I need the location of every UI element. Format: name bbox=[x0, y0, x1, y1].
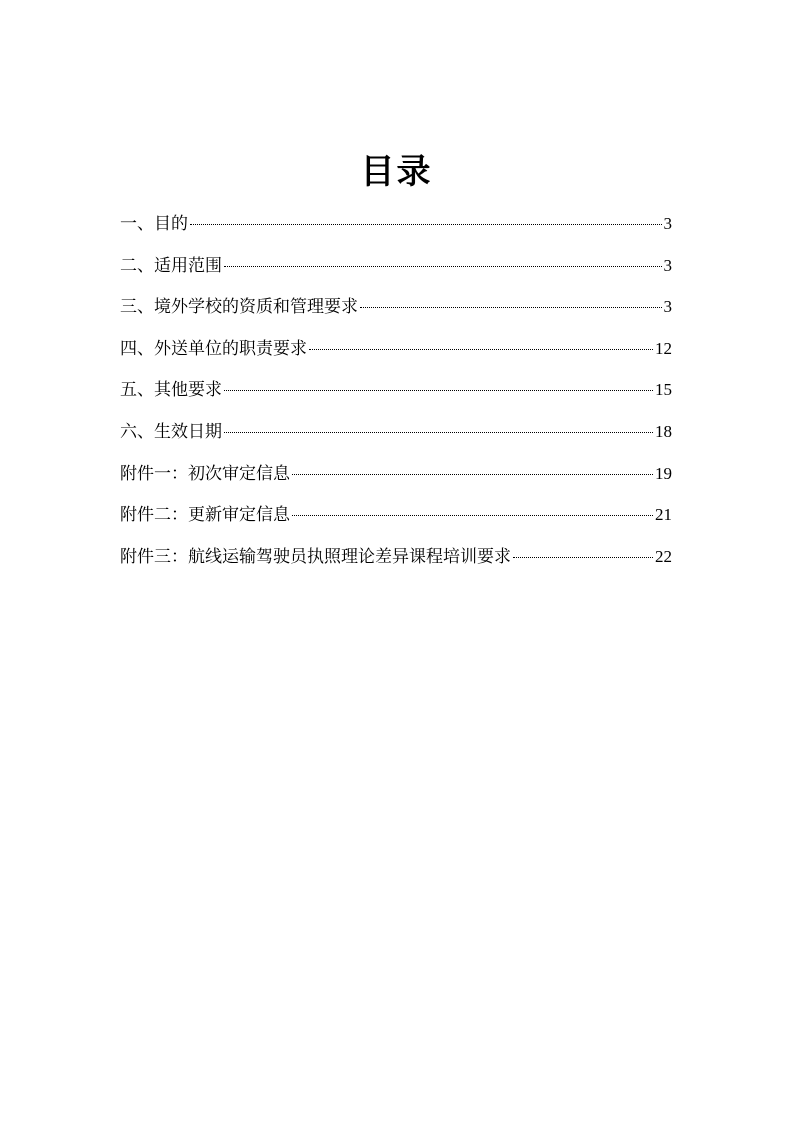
toc-entry-label: 五、其他要求 bbox=[120, 380, 222, 401]
toc-title: 目录 bbox=[360, 152, 433, 192]
toc-page-number: 18 bbox=[655, 421, 672, 441]
toc-entry-label: 一、目的 bbox=[120, 214, 188, 234]
toc-page-number: 22 bbox=[655, 546, 672, 566]
table-of-contents bbox=[120, 210, 672, 584]
toc-entry-label: 六、生效日期 bbox=[120, 421, 222, 442]
toc-page-number: 3 bbox=[663, 255, 672, 275]
toc-leader-dots bbox=[224, 390, 653, 391]
toc-leader-dots bbox=[224, 432, 653, 433]
toc-entry-label: 附件二：更新审定信息 bbox=[120, 505, 290, 526]
toc-entry-sending-unit-duties[interactable] bbox=[120, 335, 672, 377]
toc-entry-appendix-2[interactable] bbox=[120, 501, 672, 543]
toc-entry-label: 四、外送单位的职责要求 bbox=[120, 338, 307, 359]
toc-entry-label: 附件三：航线运输驾驶员执照理论差异课程培训要求 bbox=[120, 546, 511, 567]
toc-page-number: 15 bbox=[655, 380, 672, 400]
toc-entry-appendix-3[interactable] bbox=[120, 543, 672, 585]
toc-leader-dots bbox=[224, 266, 662, 267]
toc-page-number: 21 bbox=[655, 505, 672, 525]
toc-entry-label: 三、境外学校的资质和管理要求 bbox=[120, 297, 358, 318]
toc-leader-dots bbox=[190, 224, 662, 225]
toc-entry-label: 二、适用范围 bbox=[120, 255, 222, 276]
toc-entry-label: 附件一：初次审定信息 bbox=[120, 463, 290, 484]
toc-page-number: 3 bbox=[663, 214, 672, 233]
toc-entry-scope[interactable] bbox=[120, 252, 672, 294]
toc-entry-other-requirements[interactable] bbox=[120, 376, 672, 418]
toc-page-number: 19 bbox=[655, 463, 672, 483]
toc-page-number: 3 bbox=[663, 297, 672, 317]
toc-leader-dots bbox=[292, 515, 653, 516]
toc-leader-dots bbox=[309, 349, 653, 350]
toc-entry-appendix-1[interactable] bbox=[120, 460, 672, 502]
toc-leader-dots bbox=[292, 474, 653, 475]
toc-leader-dots bbox=[513, 557, 653, 558]
toc-entry-school-requirements[interactable] bbox=[120, 293, 672, 335]
toc-entry-effective-date[interactable] bbox=[120, 418, 672, 460]
toc-entry-purpose[interactable] bbox=[120, 210, 672, 252]
toc-page-number: 12 bbox=[655, 338, 672, 358]
toc-leader-dots bbox=[360, 307, 662, 308]
